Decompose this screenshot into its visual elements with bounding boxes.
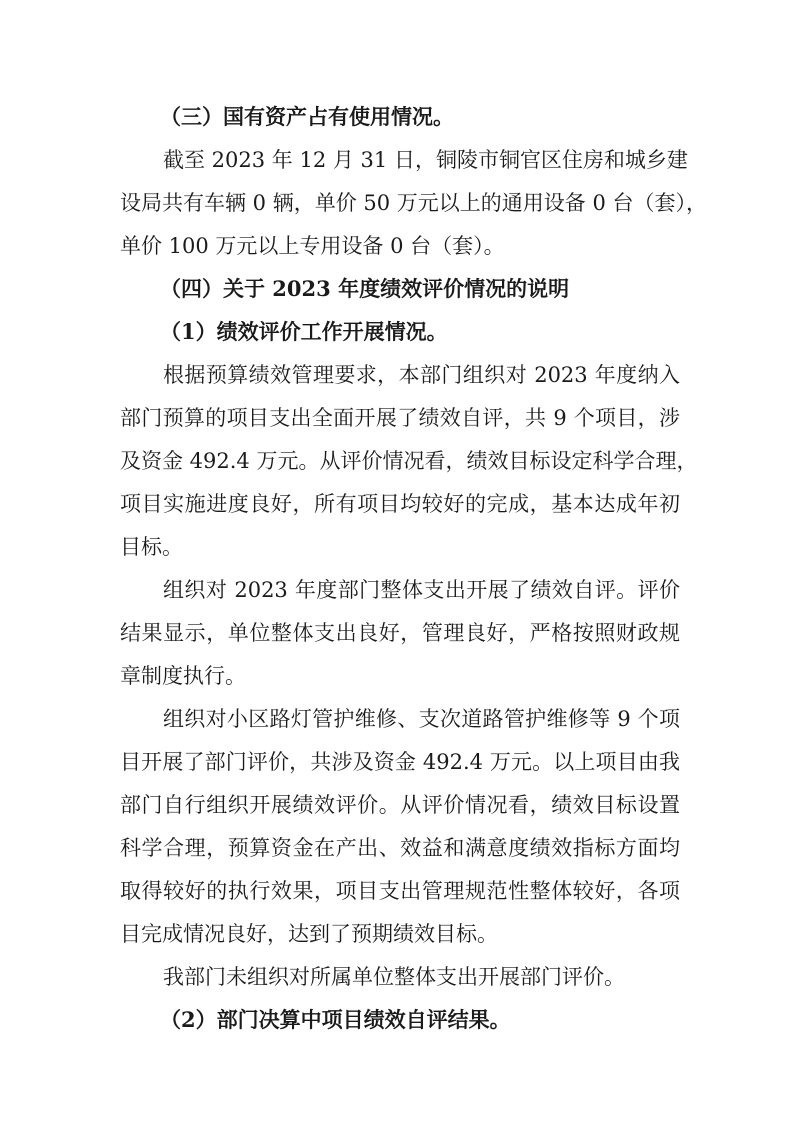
paragraph-line: 部门自行组织开展绩效评价。从评价情况看，绩效目标设置: [120, 793, 680, 817]
paragraph-line: 取得较好的执行效果，项目支出管理规范性整体较好，各项: [120, 879, 680, 903]
paragraph-line: 章制度执行。: [120, 664, 246, 688]
paragraph-line: 目标。: [120, 535, 183, 559]
paragraph-line: 目完成情况良好，达到了预期绩效目标。: [120, 922, 498, 946]
paragraph-line: 项目实施进度良好，所有项目均较好的完成，基本达成年初: [120, 492, 680, 516]
paragraph-line: 根据预算绩效管理要求，本部门组织对 2023 年度纳入: [163, 363, 680, 387]
section-heading-asset-usage: （三）国有资产占有使用情况。: [160, 104, 454, 129]
subsection-heading-evaluation-progress: （1）绩效评价工作开展情况。: [160, 319, 448, 344]
paragraph-line: 设局共有车辆 0 辆，单价 50 万元以上的通用设备 0 台（套），: [120, 191, 707, 215]
subsection-heading-self-evaluation-results: （2）部门决算中项目绩效自评结果。: [160, 1007, 511, 1032]
paragraph-line: 及资金 492.4 万元。从评价情况看，绩效目标设定科学合理，: [120, 449, 698, 473]
paragraph-line: 组织对小区路灯管护维修、支次道路管护维修等 9 个项: [163, 707, 680, 731]
paragraph-line: 组织对 2023 年度部门整体支出开展了绩效自评。评价: [163, 578, 680, 602]
paragraph-line: 结果显示，单位整体支出良好，管理良好，严格按照财政规: [120, 621, 680, 645]
paragraph-line: 目开展了部门评价，共涉及资金 492.4 万元。以上项目由我: [120, 750, 680, 774]
paragraph-line: 单价 100 万元以上专用设备 0 台（套）。: [120, 234, 505, 258]
paragraph-line: 我部门未组织对所属单位整体支出开展部门评价。: [163, 965, 625, 989]
paragraph-line: 科学合理，预算资金在产出、效益和满意度绩效指标方面均: [120, 836, 680, 860]
paragraph-line: 部门预算的项目支出全面开展了绩效自评，共 9 个项目，涉: [120, 406, 680, 430]
paragraph-line: 截至 2023 年 12 月 31 日，铜陵市铜官区住房和城乡建: [163, 148, 688, 172]
section-heading-performance-evaluation: （四）关于 2023 年度绩效评价情况的说明: [160, 276, 570, 301]
